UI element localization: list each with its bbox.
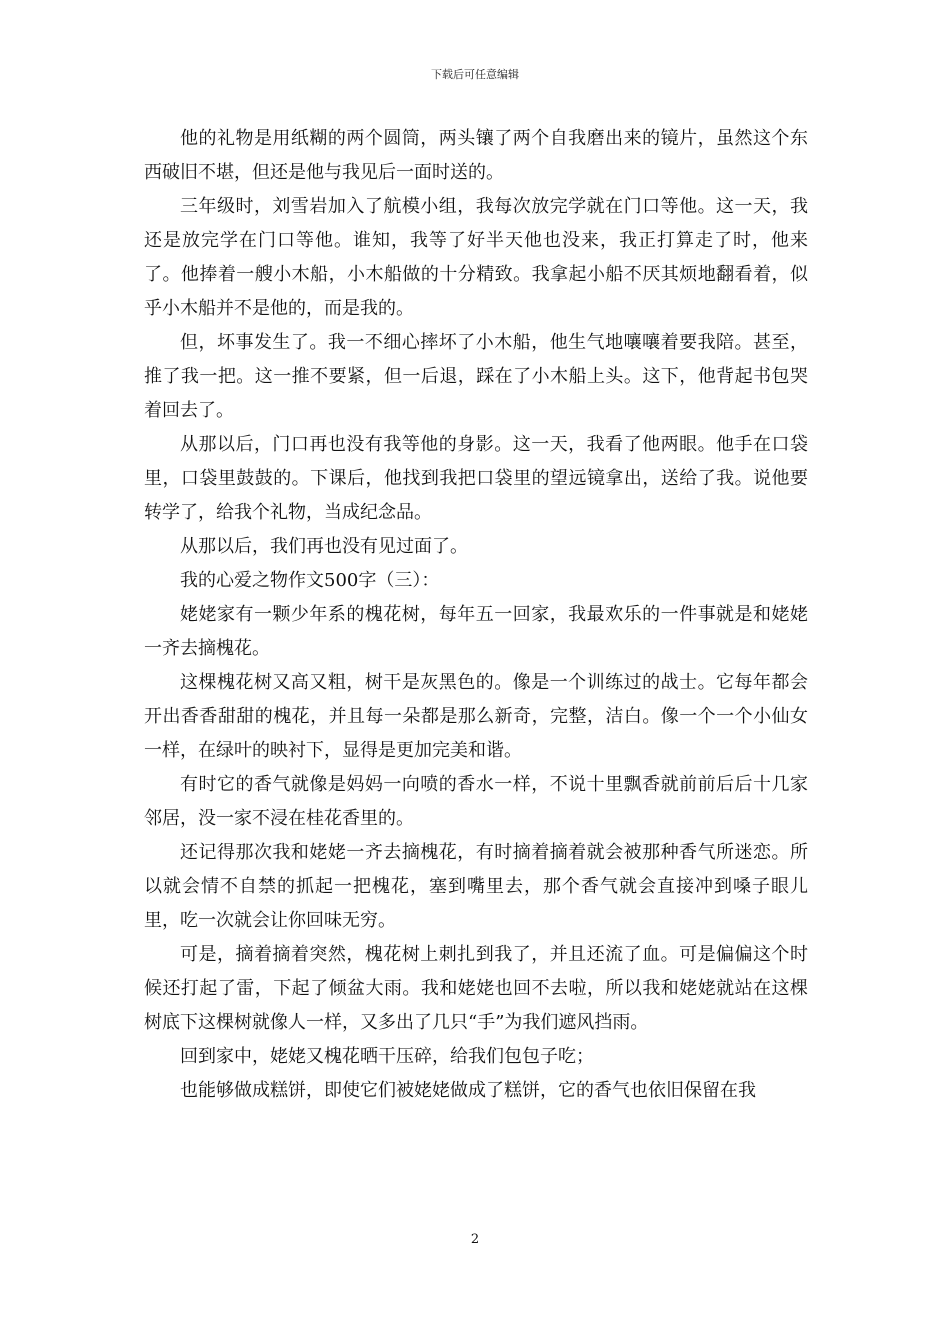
paragraph-12: 回到家中，姥姥又槐花晒干压碎，给我们包包子吃； <box>180 1046 594 1067</box>
paragraph-5: 从那以后，我们再也没有见过面了。 <box>180 536 468 557</box>
paragraph-3: 但，坏事发生了。我一不细心摔坏了小木船，他生气地嚷嚷着要我陪。甚至，推了我一把。这一推不要紧，但一后退，踩在了小木船上头。这下，他背起书包哭着回去了。 <box>144 332 808 421</box>
paragraph-9: 有时它的香气就像是妈妈一向喷的香水一样，不说十里飘香就前前后后十几家邻居，没一家不浸在桂花香里的。 <box>144 774 808 829</box>
page-header: 下载后可任意编辑 <box>431 68 519 81</box>
paragraph-10: 还记得那次我和姥姥一齐去摘槐花，有时摘着摘着就会被那种香气所迷恋。所以就会情不自禁的抓起一把槐花，塞到嘴里去，那个香气就会直接冲到嗓子眼儿里，吃一次就会让你回味无穷。 <box>144 842 808 931</box>
page-number: 2 <box>470 1232 480 1247</box>
paragraph-13: 也能够做成糕饼，即使它们被姥姥做成了糕饼，它的香气也依旧保留在我 <box>180 1080 756 1101</box>
paragraph-7: 姥姥家有一颗少年系的槐花树，每年五一回家，我最欢乐的一件事就是和姥姥一齐去摘槐花。 <box>144 604 808 659</box>
paragraph-1: 他的礼物是用纸糊的两个圆筒，两头镶了两个自我磨出来的镜片，虽然这个东西破旧不堪，但还是他与我见后一面时送的。 <box>144 128 808 183</box>
paragraph-8: 这棵槐花树又高又粗，树干是灰黑色的。像是一个训练过的战士。它每年都会开出香香甜甜的槐花，并且每一朵都是那么新奇，完整，洁白。像一个一个小仙女一样，在绿叶的映衬下，显得是更加完美和谐。 <box>144 672 808 761</box>
paragraph-11: 可是，摘着摘着突然，槐花树上刺扎到我了，并且还流了血。可是偏偏这个时候还打起了雷，下起了倾盆大雨。我和姥姥也回不去啦，所以我和姥姥就站在这棵树底下这棵树就像人一样，又多出了几只“手”为我们遮风挡雨。 <box>144 944 808 1033</box>
section-heading: 我的心爱之物作文500字（三）： <box>180 570 440 591</box>
paragraph-2: 三年级时，刘雪岩加入了航模小组，我每次放完学就在门口等他。这一天，我还是放完学在门口等他。谁知，我等了好半天他也没来，我正打算走了时，他来了。他捧着一艘小木船，小木船做的十分精致。我拿起小船不厌其烦地翻看着，似乎小木船并不是他的，而是我的。 <box>144 196 808 319</box>
paragraph-4: 从那以后，门口再也没有我等他的身影。这一天，我看了他两眼。他手在口袋里，口袋里鼓鼓的。下课后，他找到我把口袋里的望远镜拿出，送给了我。说他要转学了，给我个礼物，当成纪念品。 <box>144 434 808 523</box>
document-body <box>144 122 808 1108</box>
